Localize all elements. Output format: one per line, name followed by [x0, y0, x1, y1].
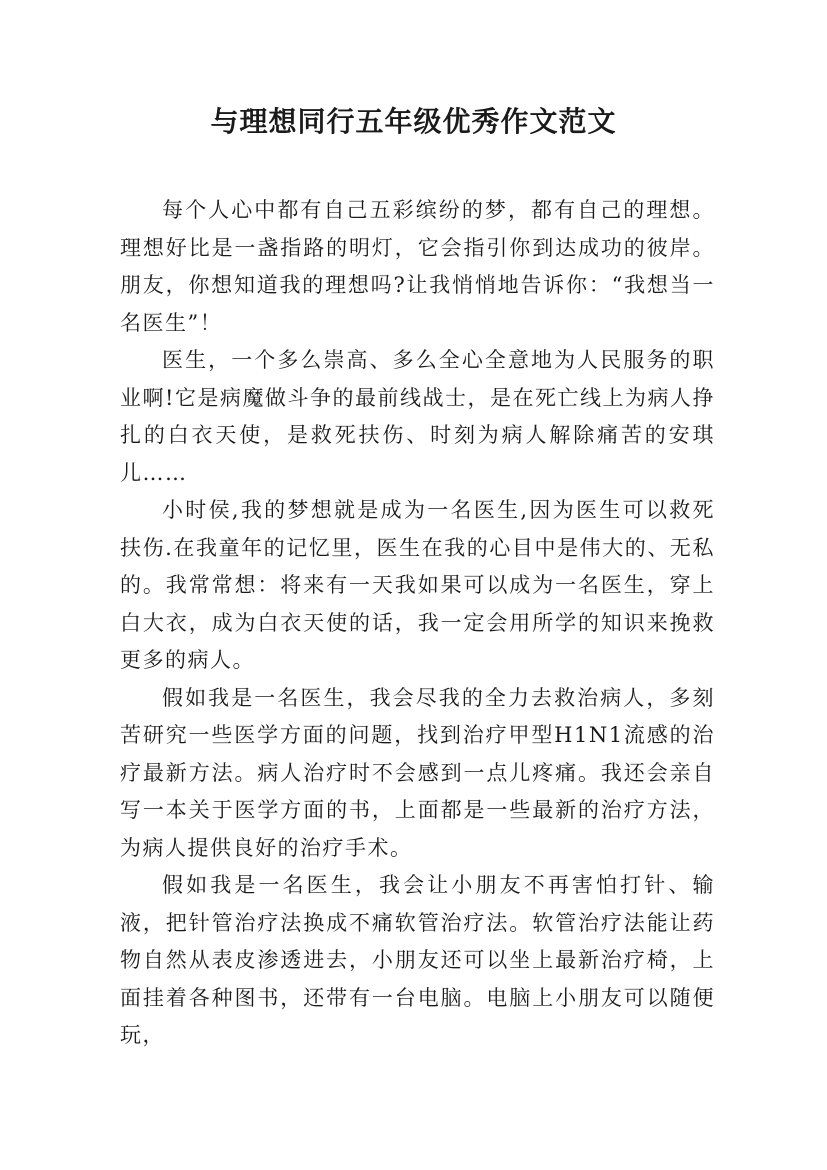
- paragraph-4: 假如我是一名医生，我会尽我的全力去救治病人，多刻苦研究一些医学方面的问题，找到治疗甲型H1N1流感的治疗最新方法。病人治疗时不会感到一点儿疼痛。我还会亲自写一本关于医学方面的书，上面都是一些最新的治疗方法，为病人提供良好的治疗手术。: [120, 685, 715, 860]
- document-body: [120, 192, 715, 1055]
- paragraph-2: 医生，一个多么崇高、多么全心全意地为人民服务的职业啊!它是病魔做斗争的最前线战士，是在死亡线上为病人挣扎的白衣天使，是救死扶伤、时刻为病人解除痛苦的安琪儿……: [120, 348, 715, 485]
- document-title: 与理想同行五年级优秀作文范文: [210, 105, 617, 138]
- paragraph-5: 假如我是一名医生，我会让小朋友不再害怕打针、输液，把针管治疗法换成不痛软管治疗法。软管治疗法能让药物自然从表皮渗透进去，小朋友还可以坐上最新治疗椅，上面挂着各种图书，还带有一台电脑。电脑上小朋友可以随便玩，: [120, 873, 715, 1047]
- paragraph-1: 每个人心中都有自己五彩缤纷的梦，都有自己的理想。理想好比是一盏指路的明灯，它会指引你到达成功的彼岸。朋友，你想知道我的理想吗?让我悄悄地告诉你：“我想当一名医生”！: [120, 198, 715, 335]
- paragraph-3: 小时侯,我的梦想就是成为一名医生,因为医生可以救死扶伤.在我童年的记忆里，医生在我的心目中是伟大的、无私的。我常常想：将来有一天我如果可以成为一名医生，穿上白大衣，成为白衣天使的话，我一定会用所学的知识来挽救更多的病人。: [120, 498, 715, 672]
